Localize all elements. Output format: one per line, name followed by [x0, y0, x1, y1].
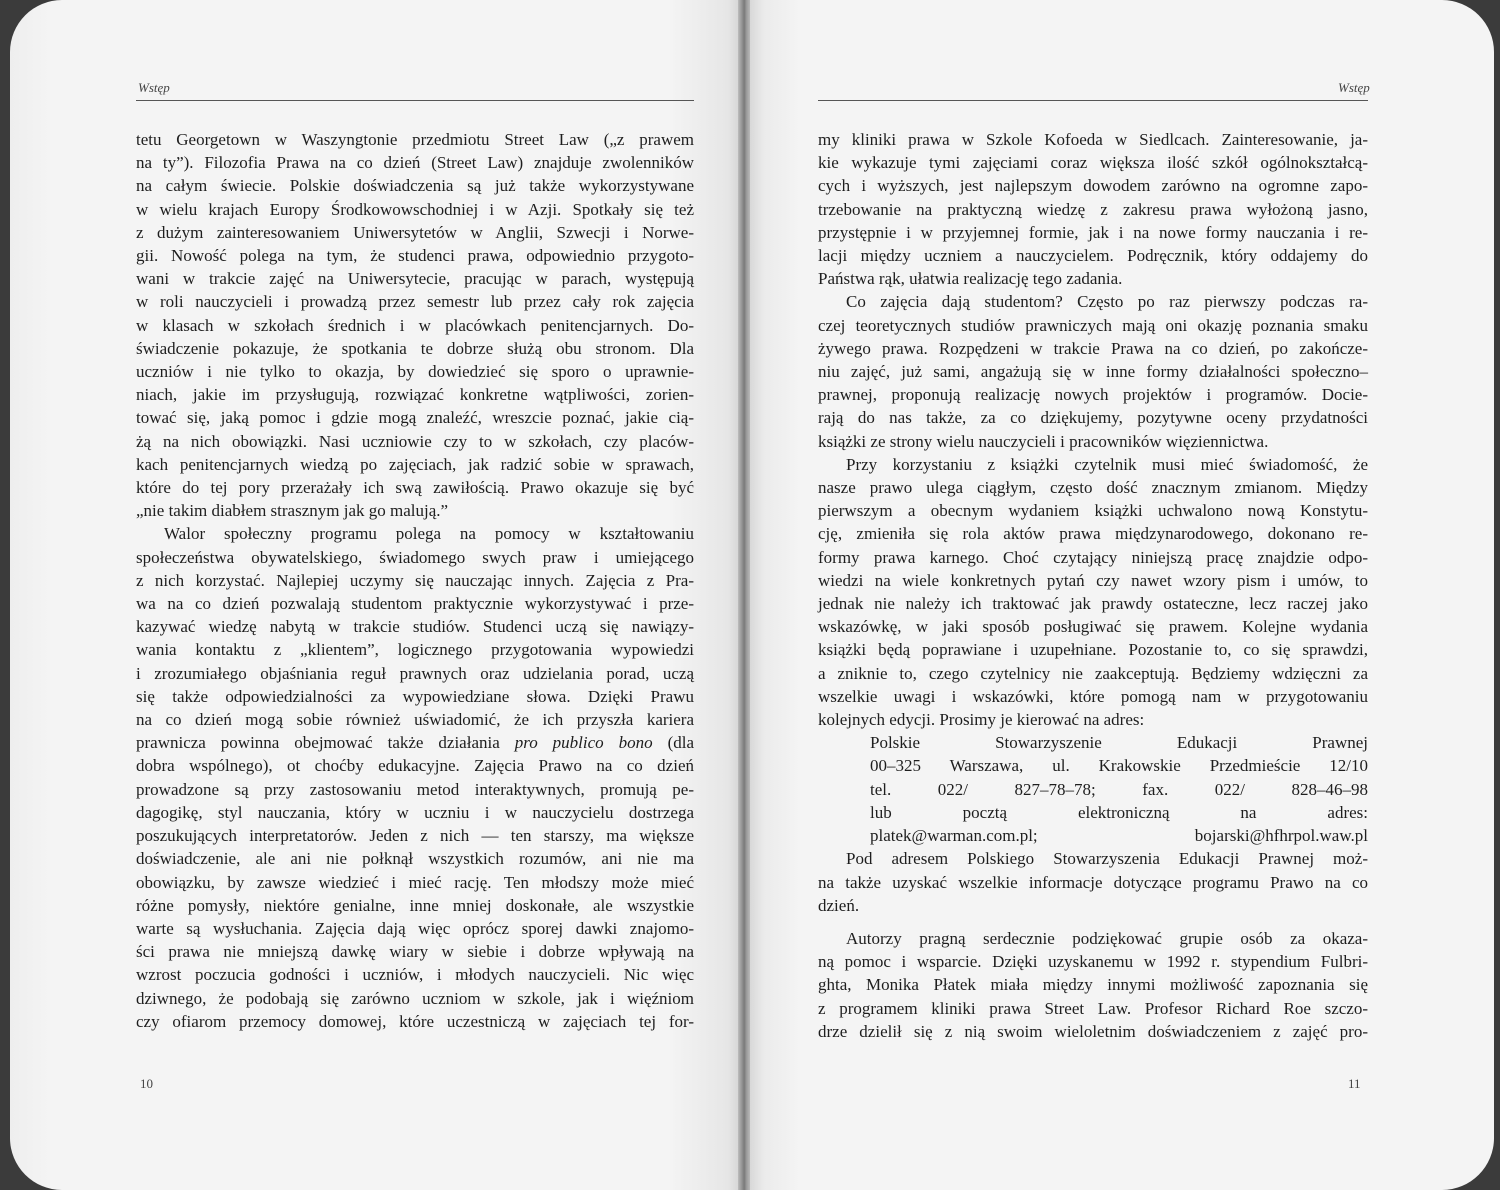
text-line: się także odpowiedzialności za wypowiedziane słowa. Dzięki Prawu: [136, 686, 694, 706]
text-line: na ty”). Filozofia Prawa na co dzień (Street Law) znajduje zwolenników: [136, 153, 694, 173]
text-line: prowadzone są przy zastosowaniu metod interaktywnych, promują pe-: [136, 779, 694, 799]
text-line: w roli nauczycieli i prowadzą przez semestr lub przez cały rok zajęcia: [136, 292, 694, 312]
text-line: trzebowanie na praktyczną wiedzę z zakresu prawa wyłożoną jasno,: [818, 199, 1368, 219]
text-line: kie wykazuje tymi zajęciami coraz większa ilość szkół ogólnokształcą-: [818, 153, 1368, 173]
text-line: ści prawa nie mniejszą dawkę wiary w siebie i dobrze wpływają na: [136, 942, 694, 962]
text-line: kolejnych edycji. Prosimy je kierować na adres:: [818, 710, 1145, 730]
text-line: jednak nie należy ich traktować jak prawdy ostateczne, lecz raczej jako: [818, 594, 1368, 614]
text-line: na co dzień mogą sobie również uświadomić, że ich przyszła kariera: [136, 710, 694, 730]
text-line: wani w trakcie zajęć na Uniwersytecie, pracując w parach, występują: [136, 269, 694, 289]
address-line: 00–325 Warszawa, ul. Krakowskie Przedmieście 12/10: [870, 756, 1368, 776]
text-line: ną pomoc i wsparcie. Dzięki uzyskanemu w 1992 r. stypendium Fulbri-: [818, 952, 1368, 972]
text-line: czy ofiarom przemocy domowej, które uczestniczą w zajęciach tej for-: [136, 1011, 694, 1031]
text-line: w wielu krajach Europy Środkowowschodniej i w Azji. Spotkały się też: [136, 199, 694, 219]
text-line: formy prawa karnego. Choć czytający niniejszą pracę znajdzie odpo-: [818, 547, 1368, 567]
text-line: lacji między uczniem a nauczycielem. Podręcznik, który oddajemy do: [818, 246, 1368, 266]
text-run: prawnicza powinna obejmować także działania: [136, 733, 500, 753]
text-line: Walor społeczny programu polega na pomocy w kształtowaniu: [164, 524, 694, 544]
running-head-right: Wstęp: [1338, 80, 1370, 95]
text-line: z nich korzystać. Najlepiej uczymy się nauczając innych. Zajęcia z Pra-: [136, 570, 694, 590]
left-body-text: [136, 128, 694, 1033]
text-line: prawnej, proponują realizację nowych projektów i programów. Docie-: [818, 385, 1368, 405]
text-line: kach penitencjarnych wiedzą po zajęciach, jak radzić sobie w sprawach,: [136, 454, 694, 474]
text-line: kazywać wiedzę nabytą w trakcie studiów. Studenci uczą się nawiązy-: [136, 617, 694, 637]
text-line: przystępnie i w przyjemnej formie, jak i na nowe formy nauczania i re-: [818, 222, 1368, 242]
text-line: wania kontaktu z „klientem”, logicznego przygotowania wypowiedzi: [136, 640, 694, 660]
text-line: niu zajęć, już sami, angażują się w inne formy działalności społeczno–: [818, 362, 1368, 382]
page-number-right: 11: [1348, 1076, 1361, 1091]
italic-phrase: pro publico bono: [514, 733, 653, 753]
text-line: nasze prawo ulega ciągłym, często dość znacznym zmianom. Między: [818, 478, 1368, 498]
text-line: z dużym zainteresowaniem Uniwersytetów w Anglii, Szwecji i Norwe-: [136, 222, 694, 242]
text-line: pierwszym a obecnym wydaniem książki uchwalono nową Konstytu-: [818, 501, 1368, 521]
text-line: które do tej pory przerażały ich swą zawiłością. Prawo okazuje się być: [136, 478, 694, 498]
text-line: książki będą poprawiane i uzupełniane. Pozostanie to, co się sprawdzi,: [818, 640, 1368, 660]
text-line: obowiązku, by zawsze wiedzieć i mieć rację. Ten młodszy może mieć: [136, 872, 694, 892]
address-line: Polskie Stowarzyszenie Edukacji Prawnej: [870, 733, 1368, 753]
header-rule-right: [818, 100, 1368, 101]
text-line: dziwnego, że podobają się zarówno uczniom w szkole, jak i więźniom: [136, 988, 694, 1008]
paragraph-gap: [818, 917, 1368, 927]
text-line: wa na co dzień pozwalają studentom praktycznie wykorzystywać i prze-: [136, 594, 694, 614]
text-line: dobra wspólnego), ot choćby edukacyjne. Zajęcia Prawo na co dzień: [136, 756, 694, 776]
text-line: w klasach w szkołach średnich i w placówkach penitencjarnych. Do-: [136, 315, 694, 335]
text-line: różne pomysły, niektóre genialne, inne mniej doskonałe, ale wszystkie: [136, 895, 694, 915]
text-line: cję, zmieniła się rola aktów prawa międzynarodowego, dokonano re-: [818, 524, 1368, 544]
address-line: platek@warman.com.pl; bojarski@hfhrpol.waw.pl: [870, 826, 1368, 846]
text-line: poszukujących interpretatorów. Jeden z nich — ten starszy, ma większe: [136, 826, 694, 846]
text-line: czej teoretycznych studiów prawniczych mają oni okazję poznania smaku: [818, 315, 1368, 335]
text-run: (dla: [667, 733, 694, 753]
text-line: książki ze strony wielu nauczycieli i pracowników więziennictwa.: [818, 431, 1269, 451]
text-line: i zrozumiałego objaśniania reguł prawnych oraz udzielania porad, uczą: [136, 663, 694, 683]
text-line: cych i wyższych, jest najlepszym dowodem zarówno na ogromne zapo-: [818, 176, 1368, 196]
text-line: wzrost poczucia godności i uczniów, i młodych nauczycieli. Nic więc: [136, 965, 694, 985]
text-line: warte są wysłuchania. Zajęcia dają więc oprócz sporej dawki znajomo-: [136, 918, 694, 938]
text-line: doświadczenie, ale ani nie połknął wszystkich rozumów, ani nie ma: [136, 849, 694, 869]
text-line: uczniów i nie tylko to okazja, by dowiedzieć się sporo o uprawnie-: [136, 362, 694, 382]
text-line: społeczeństwa obywatelskiego, świadomego swych praw i umiejącego: [136, 547, 694, 567]
text-line: „nie takim diabłem strasznym jak go malują.”: [136, 501, 449, 521]
right-body-text: [818, 128, 1368, 1043]
text-line: wiedzi na wiele konkretnych pytań czy nawet wzory pism i umów, to: [818, 570, 1368, 590]
address-line: lub pocztą elektroniczną na adres:: [870, 802, 1368, 822]
text-line: dzień.: [818, 895, 860, 915]
text-line: Autorzy pragną serdecznie podziękować grupie osób za okaza-: [846, 928, 1368, 948]
right-page: [750, 0, 1494, 1190]
text-line: tetu Georgetown w Waszyngtonie przedmiotu Street Law („z prawem: [136, 130, 694, 149]
text-line: Co zajęcia dają studentom? Często po raz pierwszy podczas ra-: [846, 292, 1368, 312]
text-line: dagogikę, styl nauczania, który w uczniu i w nauczycielu dostrzega: [136, 802, 694, 822]
text-line: a zniknie to, czego czytelnicy nie zaakceptują. Będziemy wdzięczni za: [818, 663, 1368, 683]
text-line: [136, 731, 694, 754]
text-line: wszelkie uwagi i wskazówki, które pomogą nam w przygotowaniu: [818, 686, 1368, 706]
text-line: żywego prawa. Rozpędzeni w trakcie Prawa na co dzień, po zakończe-: [818, 338, 1368, 358]
text-line: rają do nas także, za co dziękujemy, pozytywne oceny przydatności: [818, 408, 1368, 428]
page-number-left: 10: [140, 1076, 153, 1091]
text-line: niach, jakie im przysługują, rozwiązać konkretne wątpliwości, zorien-: [136, 385, 694, 405]
text-line: gii. Nowość polega na tym, że studenci prawa, odpowiednio przygoto-: [136, 246, 694, 266]
address-line: tel. 022/ 827–78–78; fax. 022/ 828–46–98: [870, 779, 1368, 799]
text-line: z programem kliniki prawa Street Law. Profesor Richard Roe szczo-: [818, 998, 1368, 1018]
text-line: świadczenie pokazuje, że spotkania te dobrze służą obu stronom. Dla: [136, 338, 694, 358]
text-line: na także uzyskać wszelkie informacje dotyczące programu Prawo na co: [818, 872, 1368, 892]
left-page: [10, 0, 740, 1190]
text-line: wskazówkę, w jaki sposób posługiwać się prawem. Kolejne wydania: [818, 617, 1368, 637]
text-line: na całym świecie. Polskie doświadczenia są już także wykorzystywane: [136, 176, 694, 196]
text-line: tować się, jaką pomoc i gdzie mogą znaleźć, wreszcie poznać, jakie cią-: [136, 408, 694, 428]
text-line: Pod adresem Polskiego Stowarzyszenia Edukacji Prawnej moż-: [846, 849, 1368, 869]
text-line: my kliniki prawa w Szkole Kofoeda w Siedlcach. Zainteresowanie, ja-: [818, 130, 1368, 149]
text-line: drze dzielił się z nią swoim wieloletnim doświadczeniem z zajęć pro-: [818, 1021, 1368, 1041]
text-line: ghta, Monika Płatek miała między innymi możliwość zapoznania się: [818, 975, 1368, 995]
text-line: Państwa rąk, ułatwia realizację tego zadania.: [818, 269, 1123, 289]
running-head-left: Wstęp: [138, 80, 170, 95]
text-line: Przy korzystaniu z książki czytelnik musi mieć świadomość, że: [846, 454, 1368, 474]
header-rule-left: [136, 100, 694, 101]
text-line: żą na nich obowiązki. Nasi uczniowie czy to w szkołach, czy placów-: [136, 431, 694, 451]
